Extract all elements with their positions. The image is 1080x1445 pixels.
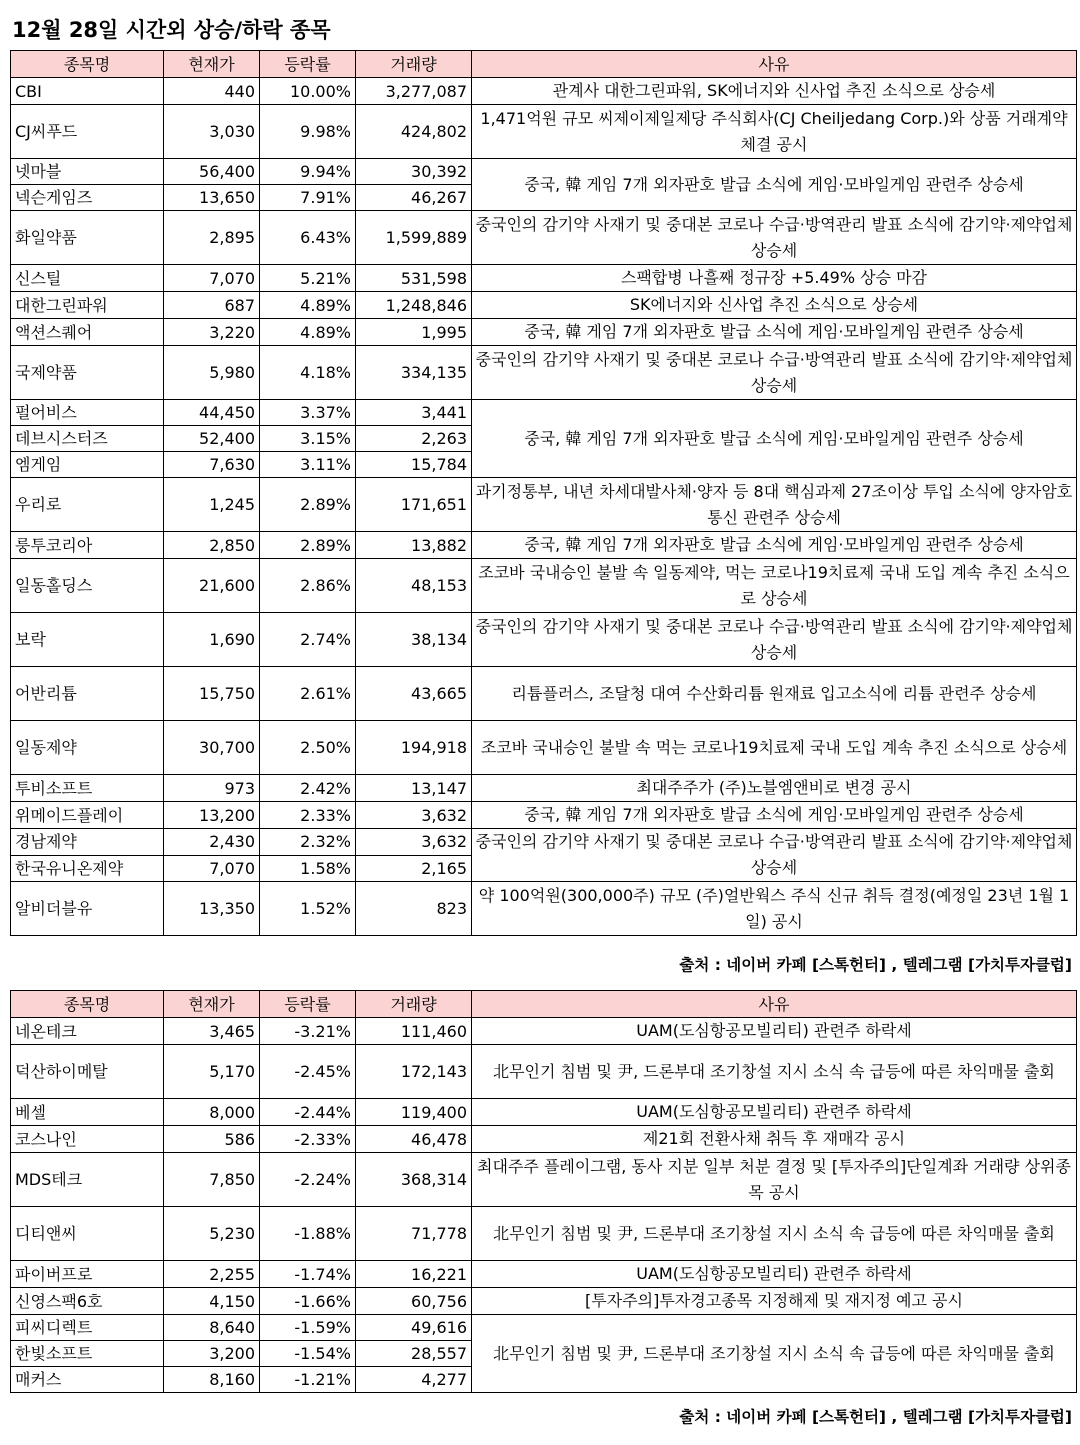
- change-rate-cell: 2.50%: [260, 721, 356, 775]
- stock-name-cell: 어반리튬: [11, 667, 164, 721]
- source-note: 출처 : 네이버 카페 [스톡헌터] , 텔레그램 [가치투자클럽]: [679, 1408, 1072, 1426]
- reason-cell: 과기정통부, 내년 차세대발사체·양자 등 8대 핵심과제 27조이상 투입 소식에 양자암호통신 관련주 상승세: [472, 478, 1077, 532]
- change-rate-cell: 2.33%: [260, 802, 356, 829]
- stock-name-cell: 국제약품: [11, 346, 164, 400]
- table-row: [11, 1207, 1077, 1261]
- table-row: [11, 721, 1077, 775]
- volume-cell: 71,778: [356, 1207, 472, 1261]
- volume-cell: 111,460: [356, 1018, 472, 1045]
- stock-name-cell: 덕산하이메탈: [11, 1045, 164, 1099]
- price-cell: 7,630: [164, 452, 260, 478]
- change-rate-cell: 1.58%: [260, 855, 356, 882]
- reason-cell: UAM(도심항공모빌리티) 관련주 하락세: [472, 1261, 1077, 1288]
- change-rate-cell: 2.89%: [260, 478, 356, 532]
- price-cell: 8,640: [164, 1315, 260, 1341]
- stock-name-cell: 신스틸: [11, 265, 164, 292]
- reason-cell: 조코바 국내승인 불발 속 일동제약, 먹는 코로나19치료제 국내 도입 계속 추진 소식으로 상승세: [472, 559, 1077, 613]
- price-cell: 8,000: [164, 1099, 260, 1126]
- price-cell: 56,400: [164, 159, 260, 185]
- stock-name-cell: 대한그린파워: [11, 292, 164, 319]
- volume-cell: 15,784: [356, 452, 472, 478]
- stock-name-cell: 코스나인: [11, 1126, 164, 1153]
- change-rate-cell: 4.89%: [260, 292, 356, 319]
- header-change: 등락률: [260, 991, 356, 1018]
- volume-cell: 3,441: [356, 400, 472, 426]
- table-row: [11, 346, 1077, 400]
- stock-name-cell: 일동제약: [11, 721, 164, 775]
- volume-cell: 38,134: [356, 613, 472, 667]
- change-rate-cell: 10.00%: [260, 78, 356, 105]
- price-cell: 3,030: [164, 105, 260, 159]
- price-cell: 586: [164, 1126, 260, 1153]
- header-change: 등락률: [260, 51, 356, 78]
- stock-name-cell: 한빛소프트: [11, 1341, 164, 1367]
- price-cell: 3,200: [164, 1341, 260, 1367]
- rise-table-body: [11, 78, 1077, 936]
- volume-cell: 60,756: [356, 1288, 472, 1315]
- volume-cell: 3,632: [356, 802, 472, 829]
- reason-cell: 중국, 韓 게임 7개 외자판호 발급 소식에 게임·모바일게임 관련주 상승세: [472, 159, 1077, 211]
- stock-name-cell: 피씨디렉트: [11, 1315, 164, 1341]
- price-cell: 5,980: [164, 346, 260, 400]
- price-cell: 2,850: [164, 532, 260, 559]
- change-rate-cell: 4.18%: [260, 346, 356, 400]
- volume-cell: 13,147: [356, 775, 472, 802]
- header-volume: 거래량: [356, 991, 472, 1018]
- reason-cell: 최대주주 플레이그램, 동사 지분 일부 처분 결정 및 [투자주의]단일계좌 거래량 상위종목 공시: [472, 1153, 1077, 1207]
- reason-cell: 약 100억원(300,000주) 규모 (주)얼반웍스 주식 신규 취득 결정(예정일 23년 1월 1일) 공시: [472, 882, 1077, 936]
- volume-cell: 3,632: [356, 829, 472, 856]
- table-row: [11, 1315, 1077, 1341]
- volume-cell: 1,248,846: [356, 292, 472, 319]
- stock-name-cell: 보락: [11, 613, 164, 667]
- volume-cell: 334,135: [356, 346, 472, 400]
- stock-name-cell: 펄어비스: [11, 400, 164, 426]
- stock-name-cell: 일동홀딩스: [11, 559, 164, 613]
- table-header-row: [11, 51, 1077, 78]
- reason-cell: 관계사 대한그린파워, SK에너지와 신사업 추진 소식으로 상승세: [472, 78, 1077, 105]
- table-row: [11, 1126, 1077, 1153]
- stock-name-cell: 네온테크: [11, 1018, 164, 1045]
- price-cell: 3,220: [164, 319, 260, 346]
- header-volume: 거래량: [356, 51, 472, 78]
- reason-cell: 제21회 전환사채 취득 후 재매각 공시: [472, 1126, 1077, 1153]
- stock-name-cell: 엠게임: [11, 452, 164, 478]
- change-rate-cell: 2.42%: [260, 775, 356, 802]
- reason-cell: 중국인의 감기약 사재기 및 중대본 코로나 수급·방역관리 발표 소식에 감기약·제약업체 상승세: [472, 829, 1077, 882]
- table-row: [11, 1288, 1077, 1315]
- stock-name-cell: 디티앤씨: [11, 1207, 164, 1261]
- reason-cell: 北무인기 침범 및 尹, 드론부대 조기창설 지시 소식 속 급등에 따른 차익매물 출회: [472, 1045, 1077, 1099]
- table-header-row: [11, 991, 1077, 1018]
- price-cell: 3,465: [164, 1018, 260, 1045]
- volume-cell: 424,802: [356, 105, 472, 159]
- change-rate-cell: 2.32%: [260, 829, 356, 856]
- price-cell: 440: [164, 78, 260, 105]
- volume-cell: 46,267: [356, 185, 472, 211]
- stock-name-cell: 경남제약: [11, 829, 164, 856]
- table-row: [11, 78, 1077, 105]
- volume-cell: 28,557: [356, 1341, 472, 1367]
- change-rate-cell: 2.89%: [260, 532, 356, 559]
- change-rate-cell: -2.45%: [260, 1045, 356, 1099]
- price-cell: 687: [164, 292, 260, 319]
- change-rate-cell: 7.91%: [260, 185, 356, 211]
- header-name: 종목명: [11, 991, 164, 1018]
- header-reason: 사유: [472, 51, 1077, 78]
- volume-cell: 3,277,087: [356, 78, 472, 105]
- price-cell: 1,245: [164, 478, 260, 532]
- volume-cell: 172,143: [356, 1045, 472, 1099]
- stock-name-cell: 액션스퀘어: [11, 319, 164, 346]
- reason-cell: 중국인의 감기약 사재기 및 중대본 코로나 수급·방역관리 발표 소식에 감기약·제약업체 상승세: [472, 211, 1077, 265]
- reason-cell: 1,471억원 규모 씨제이제일제당 주식회사(CJ Cheiljedang Corp.)와 상품 거래계약 체결 공시: [472, 105, 1077, 159]
- stock-name-cell: 우리로: [11, 478, 164, 532]
- stock-name-cell: 데브시스터즈: [11, 426, 164, 452]
- table-row: [11, 613, 1077, 667]
- header-name: 종목명: [11, 51, 164, 78]
- reason-cell: 北무인기 침범 및 尹, 드론부대 조기창설 지시 소식 속 급등에 따른 차익매물 출회: [472, 1315, 1077, 1393]
- change-rate-cell: 2.61%: [260, 667, 356, 721]
- stock-name-cell: CJ씨푸드: [11, 105, 164, 159]
- price-cell: 15,750: [164, 667, 260, 721]
- price-cell: 13,350: [164, 882, 260, 936]
- reason-cell: 리튬플러스, 조달청 대여 수산화리튬 원재료 입고소식에 리튬 관련주 상승세: [472, 667, 1077, 721]
- price-cell: 8,160: [164, 1367, 260, 1393]
- volume-cell: 823: [356, 882, 472, 936]
- reason-cell: 중국인의 감기약 사재기 및 중대본 코로나 수급·방역관리 발표 소식에 감기약·제약업체 상승세: [472, 613, 1077, 667]
- volume-cell: 194,918: [356, 721, 472, 775]
- change-rate-cell: 3.37%: [260, 400, 356, 426]
- stock-name-cell: 화일약품: [11, 211, 164, 265]
- price-cell: 5,170: [164, 1045, 260, 1099]
- table-row: [11, 1153, 1077, 1207]
- volume-cell: 171,651: [356, 478, 472, 532]
- change-rate-cell: -3.21%: [260, 1018, 356, 1045]
- table-row: [11, 829, 1077, 856]
- change-rate-cell: 1.52%: [260, 882, 356, 936]
- source-note: 출처 : 네이버 카페 [스톡헌터] , 텔레그램 [가치투자클럽]: [679, 956, 1072, 974]
- reason-cell: 스팩합병 나흘째 정규장 +5.49% 상승 마감: [472, 265, 1077, 292]
- price-cell: 973: [164, 775, 260, 802]
- table-row: [11, 1045, 1077, 1099]
- change-rate-cell: -1.74%: [260, 1261, 356, 1288]
- stock-name-cell: 신영스팩6호: [11, 1288, 164, 1315]
- price-cell: 2,255: [164, 1261, 260, 1288]
- change-rate-cell: -1.59%: [260, 1315, 356, 1341]
- price-cell: 5,230: [164, 1207, 260, 1261]
- table-row: [11, 667, 1077, 721]
- change-rate-cell: 5.21%: [260, 265, 356, 292]
- volume-cell: 2,263: [356, 426, 472, 452]
- reason-cell: 중국, 韓 게임 7개 외자판호 발급 소식에 게임·모바일게임 관련주 상승세: [472, 802, 1077, 829]
- change-rate-cell: -2.24%: [260, 1153, 356, 1207]
- table-row: [11, 559, 1077, 613]
- reason-cell: SK에너지와 신사업 추진 소식으로 상승세: [472, 292, 1077, 319]
- table-row: [11, 292, 1077, 319]
- change-rate-cell: 4.89%: [260, 319, 356, 346]
- reason-cell: 중국, 韓 게임 7개 외자판호 발급 소식에 게임·모바일게임 관련주 상승세: [472, 532, 1077, 559]
- stock-name-cell: 넷마블: [11, 159, 164, 185]
- stock-name-cell: 한국유니온제약: [11, 855, 164, 882]
- volume-cell: 49,616: [356, 1315, 472, 1341]
- price-cell: 4,150: [164, 1288, 260, 1315]
- stock-name-cell: 위메이드플레이: [11, 802, 164, 829]
- stock-name-cell: 베셀: [11, 1099, 164, 1126]
- table-row: [11, 1018, 1077, 1045]
- volume-cell: 119,400: [356, 1099, 472, 1126]
- change-rate-cell: 3.15%: [260, 426, 356, 452]
- price-cell: 7,070: [164, 265, 260, 292]
- change-rate-cell: -1.88%: [260, 1207, 356, 1261]
- table-row: [11, 1261, 1077, 1288]
- stock-name-cell: CBI: [11, 78, 164, 105]
- price-cell: 13,200: [164, 802, 260, 829]
- price-cell: 7,850: [164, 1153, 260, 1207]
- change-rate-cell: 9.94%: [260, 159, 356, 185]
- volume-cell: 48,153: [356, 559, 472, 613]
- price-cell: 2,430: [164, 829, 260, 856]
- stock-name-cell: 매커스: [11, 1367, 164, 1393]
- reason-cell: [투자주의]투자경고종목 지정해제 및 재지정 예고 공시: [472, 1288, 1077, 1315]
- volume-cell: 1,995: [356, 319, 472, 346]
- fall-table-body: [11, 1018, 1077, 1393]
- change-rate-cell: -1.21%: [260, 1367, 356, 1393]
- price-cell: 1,690: [164, 613, 260, 667]
- header-price: 현재가: [164, 991, 260, 1018]
- reason-cell: UAM(도심항공모빌리티) 관련주 하락세: [472, 1018, 1077, 1045]
- reason-cell: 중국, 韓 게임 7개 외자판호 발급 소식에 게임·모바일게임 관련주 상승세: [472, 319, 1077, 346]
- table-row: [11, 775, 1077, 802]
- table-row: [11, 532, 1077, 559]
- table-row: [11, 265, 1077, 292]
- volume-cell: 1,599,889: [356, 211, 472, 265]
- volume-cell: 4,277: [356, 1367, 472, 1393]
- volume-cell: 368,314: [356, 1153, 472, 1207]
- price-cell: 44,450: [164, 400, 260, 426]
- change-rate-cell: 9.98%: [260, 105, 356, 159]
- reason-cell: 조코바 국내승인 불발 속 먹는 코로나19치료제 국내 도입 계속 추진 소식으로 상승세: [472, 721, 1077, 775]
- volume-cell: 2,165: [356, 855, 472, 882]
- table-row: [11, 319, 1077, 346]
- page-title: 12월 28일 시간외 상승/하락 종목: [12, 18, 331, 42]
- table-row: [11, 882, 1077, 936]
- fall-table: [10, 990, 1077, 1393]
- change-rate-cell: 6.43%: [260, 211, 356, 265]
- change-rate-cell: -2.33%: [260, 1126, 356, 1153]
- reason-cell: 중국인의 감기약 사재기 및 중대본 코로나 수급·방역관리 발표 소식에 감기약·제약업체 상승세: [472, 346, 1077, 400]
- stock-name-cell: 알비더블유: [11, 882, 164, 936]
- table-row: [11, 802, 1077, 829]
- reason-cell: UAM(도심항공모빌리티) 관련주 하락세: [472, 1099, 1077, 1126]
- table-row: [11, 400, 1077, 426]
- price-cell: 13,650: [164, 185, 260, 211]
- stock-name-cell: 룽투코리아: [11, 532, 164, 559]
- volume-cell: 13,882: [356, 532, 472, 559]
- price-cell: 52,400: [164, 426, 260, 452]
- stock-name-cell: 파이버프로: [11, 1261, 164, 1288]
- stock-name-cell: 투비소프트: [11, 775, 164, 802]
- table-row: [11, 211, 1077, 265]
- table-row: [11, 1099, 1077, 1126]
- price-cell: 7,070: [164, 855, 260, 882]
- stock-name-cell: 넥슨게임즈: [11, 185, 164, 211]
- table-row: [11, 478, 1077, 532]
- table-row: [11, 159, 1077, 185]
- price-cell: 21,600: [164, 559, 260, 613]
- volume-cell: 43,665: [356, 667, 472, 721]
- change-rate-cell: 3.11%: [260, 452, 356, 478]
- change-rate-cell: -2.44%: [260, 1099, 356, 1126]
- volume-cell: 46,478: [356, 1126, 472, 1153]
- stock-name-cell: MDS테크: [11, 1153, 164, 1207]
- price-cell: 2,895: [164, 211, 260, 265]
- header-price: 현재가: [164, 51, 260, 78]
- change-rate-cell: -1.54%: [260, 1341, 356, 1367]
- rise-table: [10, 50, 1077, 936]
- table-row: [11, 105, 1077, 159]
- change-rate-cell: 2.74%: [260, 613, 356, 667]
- volume-cell: 531,598: [356, 265, 472, 292]
- header-reason: 사유: [472, 991, 1077, 1018]
- reason-cell: 北무인기 침범 및 尹, 드론부대 조기창설 지시 소식 속 급등에 따른 차익매물 출회: [472, 1207, 1077, 1261]
- price-cell: 30,700: [164, 721, 260, 775]
- reason-cell: 중국, 韓 게임 7개 외자판호 발급 소식에 게임·모바일게임 관련주 상승세: [472, 400, 1077, 478]
- change-rate-cell: -1.66%: [260, 1288, 356, 1315]
- change-rate-cell: 2.86%: [260, 559, 356, 613]
- volume-cell: 16,221: [356, 1261, 472, 1288]
- volume-cell: 30,392: [356, 159, 472, 185]
- reason-cell: 최대주주가 (주)노블엠앤비로 변경 공시: [472, 775, 1077, 802]
